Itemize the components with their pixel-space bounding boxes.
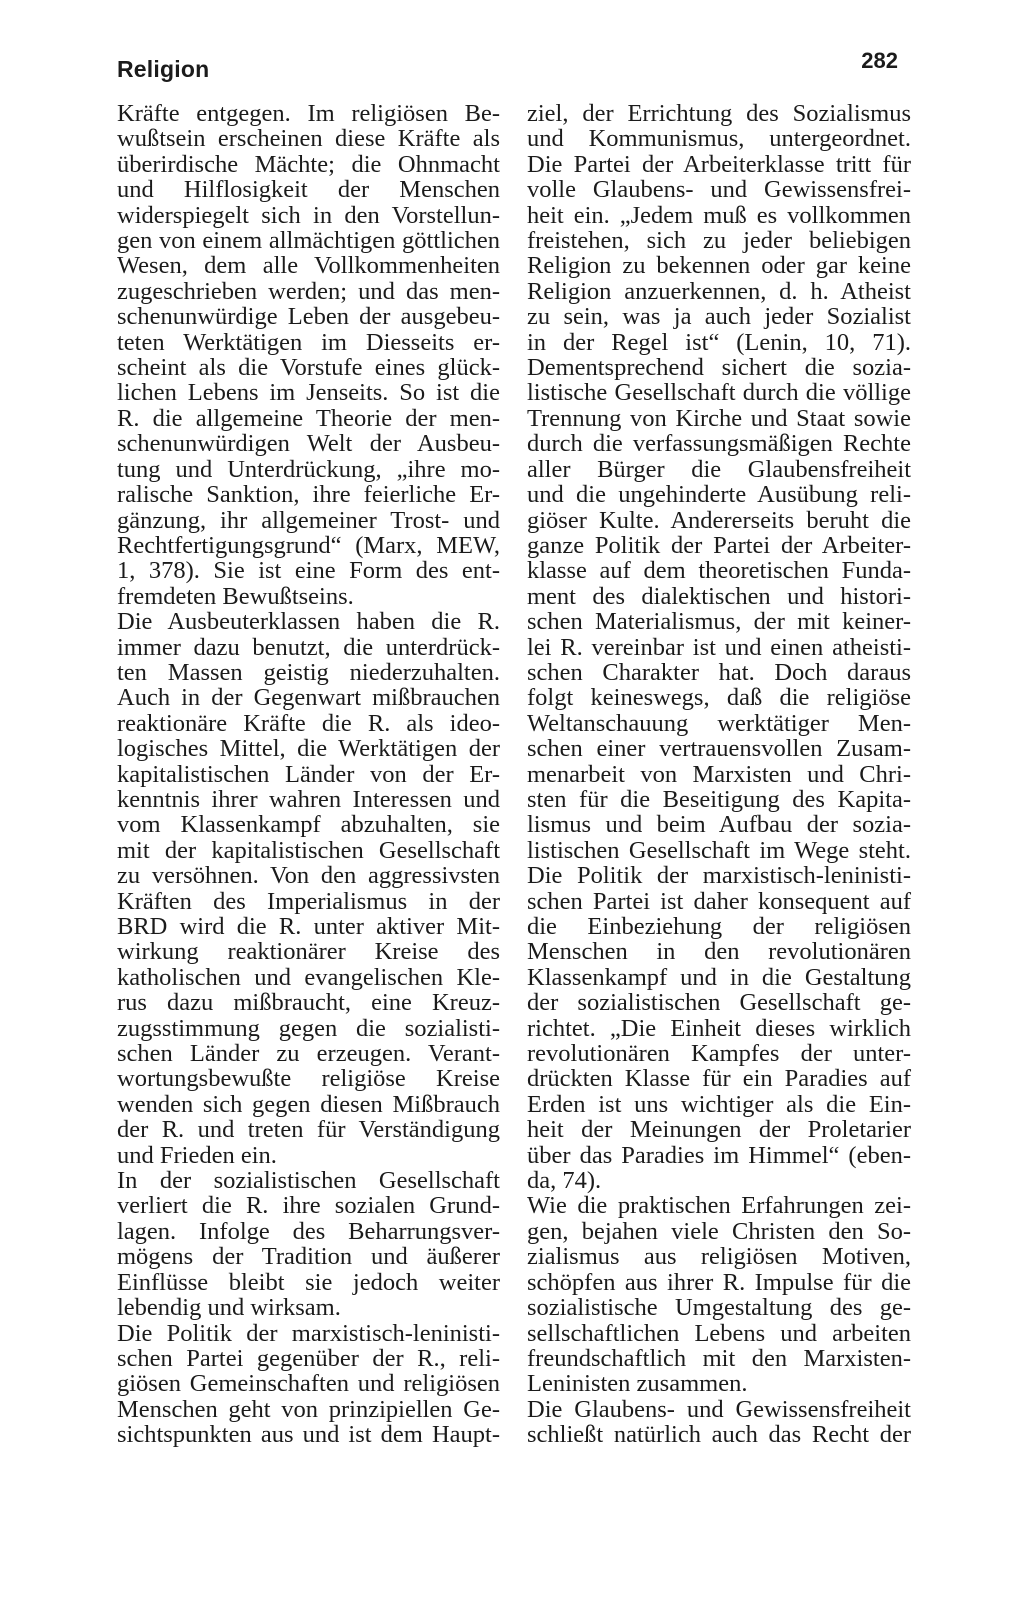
text-line: sten für die Beseitigung des Kapita- xyxy=(527,785,911,813)
text-line: Weltanschauung werktätiger Men- xyxy=(527,709,911,737)
text-line: schen Partei ist daher konsequent auf xyxy=(527,887,911,915)
text-line: Erden ist uns wichtiger als die Ein- xyxy=(527,1090,911,1118)
text-line: überirdische Mächte; die Ohnmacht xyxy=(117,150,500,178)
text-line: 1, 378). Sie ist eine Form des ent- xyxy=(117,557,500,585)
text-line: die Einbeziehung der religiösen xyxy=(527,913,911,940)
text-line: widerspiegelt sich in den Vorstellun- xyxy=(117,201,500,229)
text-line: In der sozialistischen Gesellschaft xyxy=(117,1167,500,1195)
text-line: und Kommunismus, untergeordnet. xyxy=(527,125,911,153)
text-line: fremdeten Bewußtseins. xyxy=(117,582,354,610)
text-line: zu versöhnen. Von den aggressivsten xyxy=(117,862,500,890)
text-line: Trennung von Kirche und Staat sowie xyxy=(527,404,911,432)
text-line: schenunwürdige Leben der ausgebeu- xyxy=(117,303,500,331)
text-line: BRD wird die R. unter aktiver Mit- xyxy=(117,913,500,940)
text-line: über das Paradies im Himmel“ (eben- xyxy=(527,1141,911,1169)
text-line: Klassenkampf und in die Gestaltung xyxy=(527,963,911,991)
text-line: listischen Gesellschaft im Wege steht. xyxy=(527,836,911,864)
text-line: rus dazu mißbraucht, eine Kreuz- xyxy=(117,989,500,1017)
text-line: wußtsein erscheinen diese Kräfte als xyxy=(117,125,500,153)
text-line: sellschaftlichen Lebens und arbeiten xyxy=(527,1319,911,1347)
text-line: schen einer vertrauensvollen Zusam- xyxy=(527,735,911,763)
text-line: ten Massen geistig niederzuhalten. xyxy=(117,658,500,686)
text-line: giösen Gemeinschaften und religiösen xyxy=(117,1370,500,1398)
text-line: durch die verfassungsmäßigen Rechte xyxy=(527,430,911,458)
text-line: Die Ausbeuterklassen haben die R. xyxy=(117,608,500,636)
text-line: Kräfte entgegen. Im religiösen Be- xyxy=(117,100,500,127)
text-line: lagen. Infolge des Beharrungsver- xyxy=(117,1217,500,1245)
text-line: menarbeit von Marxisten und Chri- xyxy=(527,760,911,788)
text-line: kapitalistischen Länder von der Er- xyxy=(117,760,500,788)
text-line: zialismus aus religiösen Motiven, xyxy=(527,1243,911,1271)
text-line: Auch in der Gegenwart mißbrauchen xyxy=(117,684,500,712)
text-line: lebendig und wirksam. xyxy=(117,1294,341,1322)
text-line: schen Charakter hat. Doch daraus xyxy=(527,658,911,686)
text-line: logisches Mittel, die Werktätigen der xyxy=(117,735,500,763)
text-line: Kräften des Imperialismus in der xyxy=(117,887,500,915)
text-line: zugsstimmung gegen die sozialisti- xyxy=(117,1014,500,1042)
text-line: schen Materialismus, der mit keiner- xyxy=(527,608,911,636)
left-text-column xyxy=(117,101,500,1448)
text-line: gen von einem allmächtigen göttlichen xyxy=(117,227,500,255)
text-line: der sozialistischen Gesellschaft ge- xyxy=(527,989,911,1017)
text-line: giöser Kulte. Andererseits beruht die xyxy=(527,506,911,534)
text-line: freistehen, sich zu jeder beliebigen xyxy=(527,227,911,255)
text-line: wenden sich gegen diesen Mißbrauch xyxy=(117,1090,500,1118)
text-line: Dementsprechend sichert die sozia- xyxy=(527,354,911,382)
text-line: gänzung, ihr allgemeiner Trost- und xyxy=(117,506,500,534)
text-line: Die Partei der Arbeiterklasse tritt für xyxy=(527,150,911,178)
text-line: wortungsbewußte religiöse Kreise xyxy=(117,1065,500,1093)
text-line: Einflüsse bleibt sie jedoch weiter xyxy=(117,1268,500,1296)
text-line: zu sein, was ja auch jeder Sozialist xyxy=(527,303,911,331)
text-line: Wie die praktischen Erfahrungen zei- xyxy=(527,1192,911,1220)
text-line: heit der Meinungen der Proletarier xyxy=(527,1116,911,1144)
text-line: scheint als die Vorstufe eines glück- xyxy=(117,354,500,382)
text-line: schöpfen aus ihrer R. Impulse für die xyxy=(527,1268,911,1296)
text-line: katholischen und evangelischen Kle- xyxy=(117,963,500,991)
text-line: Religion anzuerkennen, d. h. Atheist xyxy=(527,277,911,305)
page-number: 282 xyxy=(861,48,898,73)
text-line: sichtspunkten aus und ist dem Haupt- xyxy=(117,1421,500,1449)
text-line: revolutionären Kampfes der unter- xyxy=(527,1040,911,1068)
text-line: volle Glaubens- und Gewissensfrei- xyxy=(527,176,911,204)
text-line: klasse auf dem theoretischen Funda- xyxy=(527,557,911,585)
text-line: aller Bürger die Glaubensfreiheit xyxy=(527,455,911,483)
text-line: ralische Sanktion, ihre feierliche Er- xyxy=(117,481,500,509)
text-line: lichen Lebens im Jenseits. So ist die xyxy=(117,379,500,407)
text-line: schen Partei gegenüber der R., reli- xyxy=(117,1344,500,1372)
text-line: Menschen in den revolutionären xyxy=(527,938,911,966)
text-line: richtet. „Die Einheit dieses wirklich xyxy=(527,1014,911,1042)
text-line: da, 74). xyxy=(527,1167,602,1195)
text-line: kenntnis ihrer wahren Interessen und xyxy=(117,785,500,813)
text-line: zugeschrieben werden; und das men- xyxy=(117,277,500,305)
text-line: reaktionäre Kräfte die R. als ideo- xyxy=(117,709,500,737)
text-line: Menschen geht von prinzipiellen Ge- xyxy=(117,1395,500,1423)
text-line: und die ungehinderte Ausübung reli- xyxy=(527,481,911,509)
text-line: wirkung reaktionärer Kreise des xyxy=(117,938,500,966)
text-line: in der Regel ist“ (Lenin, 10, 71). xyxy=(527,328,911,356)
text-line: ganze Politik der Partei der Arbeiter- xyxy=(527,531,911,559)
text-line: ziel, der Errichtung des Sozialismus xyxy=(527,100,911,127)
text-line: der R. und treten für Verständigung xyxy=(117,1116,500,1144)
text-line: R. die allgemeine Theorie der men- xyxy=(117,404,500,432)
text-line: drückten Klasse für ein Paradies auf xyxy=(527,1065,911,1093)
text-line: Wesen, dem alle Vollkommenheiten xyxy=(117,252,500,280)
text-line: vom Klassenkampf abzuhalten, sie xyxy=(117,811,500,839)
text-line: teten Werktätigen im Diesseits er- xyxy=(117,328,500,356)
text-line: mögens der Tradition und äußerer xyxy=(117,1243,500,1271)
text-line: schen Länder zu erzeugen. Verant- xyxy=(117,1040,500,1068)
text-line: Die Politik der marxistisch-leninisti- xyxy=(117,1319,500,1347)
text-line: Die Politik der marxistisch-leninisti- xyxy=(527,862,911,890)
text-line: immer dazu benutzt, die unterdrück- xyxy=(117,633,500,661)
text-line: und Hilflosigkeit der Menschen xyxy=(117,176,500,204)
text-line: gen, bejahen viele Christen den So- xyxy=(527,1217,911,1245)
text-line: mit der kapitalistischen Gesellschaft xyxy=(117,836,500,864)
text-line: und Frieden ein. xyxy=(117,1141,277,1169)
text-line: verliert die R. ihre sozialen Grund- xyxy=(117,1192,500,1220)
text-line: Rechtfertigungsgrund“ (Marx, MEW, xyxy=(117,531,500,559)
text-line: lei R. vereinbar ist und einen atheisti- xyxy=(527,633,911,661)
text-line: schenunwürdigen Welt der Ausbeu- xyxy=(117,430,500,458)
text-line: Religion zu bekennen oder gar keine xyxy=(527,252,911,280)
text-line: folgt keineswegs, daß die religiöse xyxy=(527,684,911,712)
text-line: lismus und beim Aufbau der sozia- xyxy=(527,811,911,839)
page-title: Religion xyxy=(117,56,210,82)
text-line: tung und Unterdrückung, „ihre mo- xyxy=(117,455,500,483)
text-line: Leninisten zusammen. xyxy=(527,1370,748,1398)
text-line: sozialistische Umgestaltung des ge- xyxy=(527,1294,911,1322)
text-line: Die Glaubens- und Gewissensfreiheit xyxy=(527,1395,911,1423)
text-line: schließt natürlich auch das Recht der xyxy=(527,1421,911,1449)
right-text-column xyxy=(527,101,911,1448)
text-line: ment des dialektischen und histori- xyxy=(527,582,911,610)
text-line: listische Gesellschaft durch die völlige xyxy=(527,379,911,407)
text-line: freundschaftlich mit den Marxisten- xyxy=(527,1344,911,1372)
text-line: heit ein. „Jedem muß es vollkommen xyxy=(527,201,911,229)
